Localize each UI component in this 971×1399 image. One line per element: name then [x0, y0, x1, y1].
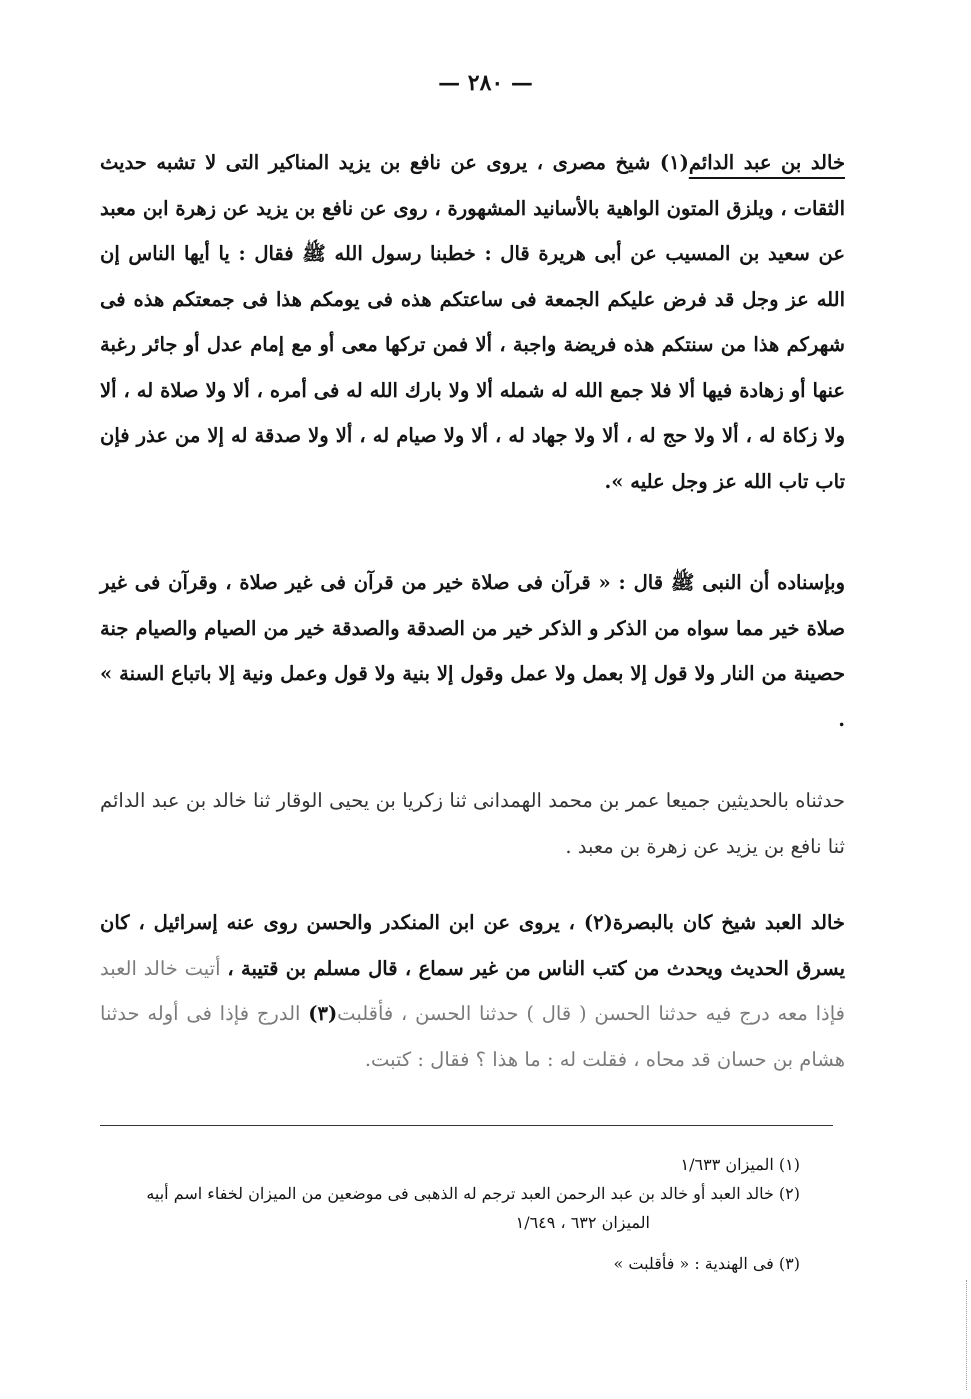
hadith-paragraph: [100, 560, 845, 742]
entry-heading: خالد بن عبد الدائم: [688, 151, 845, 174]
entry-lead: شيخ كان بالبصرة: [612, 911, 766, 934]
paragraph-text: وبإسناده أن النبى ﷺ قال : « قرآن فى صلاة خير من قرآن فى غير صلاة ، وقرآن فى غير صلاة خير مما سواه من الذكر و الذكر خير من الصدقة والصدقة خير من الصيام والصيام جنة حصينة من النار ولا قول إلا بعمل ولا عمل وقول إلا بنية ولا قول وعمل ونية إلا باتباع السنة » .: [100, 571, 845, 731]
footnote-divider: [100, 1125, 833, 1126]
footnote-2-continued: الميزان ٦٣٢ ، ١/٦٤٩: [515, 1213, 650, 1232]
entry-khalid-al-abd: [100, 900, 845, 1082]
footnotes: [100, 1150, 800, 1278]
footnote-ref-3: (٣): [308, 1002, 338, 1025]
isnad-paragraph: [100, 778, 845, 869]
faded-text: أتيت خالد العبد فإذا معه درج فيه حدثنا الحسن ( قال ) حدثنا الحسن ، فأقلبت: [100, 956, 846, 1025]
page-number: — ٢٨٠ —: [438, 70, 533, 96]
faded-text-continued: الدرج فإذا فى أوله حدثنا هشام بن حسان قد محاه ، فقلت له : ما هذا ؟ فقال : كتبت.: [100, 1002, 845, 1071]
entry-body: ، يروى عن ابن المنكدر والحسن روى عنه إسرائيل ، كان يسرق الحديث ويحدث من كتب الناس من غير سماع ، قال مسلم بن قتيبة ،: [100, 911, 846, 980]
entry-khalid-ibn-abd-al-daim: [100, 140, 845, 504]
entry-heading: خالد العبد: [765, 911, 845, 934]
footnote-3: (٣) فى الهندية : « فأقلبت »: [613, 1254, 800, 1273]
footnote-ref-1: (١): [659, 151, 689, 174]
entry-body: شيخ مصرى ، يروى عن نافع بن يزيد المناكير التى لا تشبه حديث الثقات ، ويلزق المتون الواهية بالأسانيد المشهورة ، روى عن نافع بن يزيد عن زهرة ابن معبد عن سعيد بن المسيب عن أبى هريرة قال : خطبنا رسول الله ﷺ فقال : يا أيها الناس إن الله عز وجل قد فرض عليكم الجمعة فى ساعتكم هذه فى يومكم هذا فى جمعتكم هذه فى شهركم هذا من سنتكم هذه فريضة واجبة ، ألا فمن تركها معى أو مع إمام عدل أو جائر رغبة عنها أو زهادة فيها ألا فلا جمع الله له شمله ألا ولا بارك الله له فى أمره ، ألا ولا صلاة له ، ألا ولا زكاة له ، ألا ولا حج له ، ألا ولا جهاد له ، ألا ولا صيام له ، ألا ولا صدقة له إلا من عذر فإن تاب تاب الله عز وجل عليه ».: [100, 151, 845, 493]
scan-edge-mark: [965, 1280, 967, 1390]
footnote-1: (١) الميزان ١/٦٣٣: [680, 1155, 800, 1174]
paragraph-text: حدثناه بالحديثين جميعا عمر بن محمد الهمدانى ثنا زكريا بن يحيى الوقار ثنا خالد بن عبد الدائم ثنا نافع بن يزيد عن زهرة بن معبد .: [100, 789, 845, 858]
footnote-2: (٢) خالد العبد أو خالد بن عبد الرحمن العبد ترجم له الذهبى فى موضعين من الميزان لخفاء اسم أبيه: [146, 1184, 800, 1203]
footnote-ref-2: (٢): [583, 911, 613, 934]
